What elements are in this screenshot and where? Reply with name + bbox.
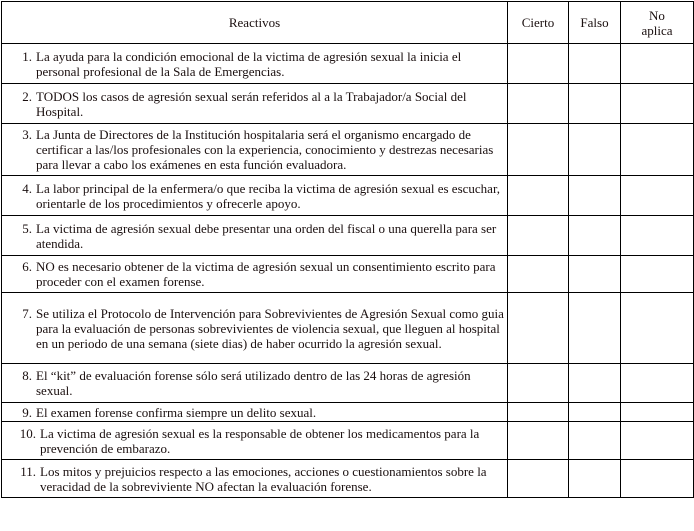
cierto-answer-cell[interactable]	[508, 216, 569, 256]
header-no-aplica-line1: No	[649, 7, 665, 23]
falso-answer-cell[interactable]	[569, 216, 621, 256]
reactivo-number: 3.	[22, 127, 32, 142]
reactivo-number: 9.	[22, 404, 32, 420]
no-aplica-answer-cell[interactable]	[621, 216, 694, 256]
cierto-answer-cell[interactable]	[508, 124, 569, 176]
table-row	[2, 364, 694, 403]
reactivo-number: 11.	[20, 463, 36, 479]
reactivo-text: Los mitos y prejuicios respecto a las emociones, acciones o cuestionamientos sobre la veracidad de la sobreviviente NO afectan la evaluación forense.	[40, 463, 487, 494]
cierto-answer-cell[interactable]	[508, 293, 569, 364]
header-reactivos: Reactivos	[2, 2, 508, 44]
reactivo-cell	[2, 403, 508, 422]
falso-answer-cell[interactable]	[569, 364, 621, 403]
no-aplica-answer-cell[interactable]	[621, 84, 694, 124]
reactivo-cell	[2, 422, 508, 460]
no-aplica-answer-cell[interactable]	[621, 256, 694, 293]
reactivo-number: 10.	[19, 425, 36, 441]
falso-answer-cell[interactable]	[569, 44, 621, 84]
falso-answer-cell[interactable]	[569, 460, 621, 498]
reactivo-text: La victima de agresión sexual debe presentar una orden del fiscal o una querella para ser atendida.	[36, 220, 497, 251]
cierto-answer-cell[interactable]	[508, 364, 569, 403]
falso-answer-cell[interactable]	[569, 256, 621, 293]
reactivo-cell	[2, 256, 508, 293]
reactivo-cell	[2, 460, 508, 498]
table-row	[2, 422, 694, 460]
reactivo-text: La labor principal de la enfermera/o que reciba la victima de agresión sexual es escuchar, orientarle de los procedimientos y ofrecerle apoyo.	[36, 180, 501, 211]
table-row	[2, 216, 694, 256]
reactivo-number: 1.	[22, 48, 32, 64]
falso-answer-cell[interactable]	[569, 84, 621, 124]
reactivo-text: Se utiliza el Protocolo de Intervención para Sobrevivientes de Agresión Sexual como guia para la evaluación de personas sobrevivientes de violencia sexual, que lleguen al hospital en un periodo de una semana (siete dias) de haber ocurrido la agresión sexual.	[36, 305, 504, 351]
cierto-answer-cell[interactable]	[508, 44, 569, 84]
falso-answer-cell[interactable]	[569, 293, 621, 364]
falso-answer-cell[interactable]	[569, 403, 621, 422]
reactivo-cell	[2, 84, 508, 124]
falso-answer-cell[interactable]	[569, 176, 621, 216]
reactivo-cell	[2, 44, 508, 84]
reactivo-text: El “kit” de evaluación forense sólo será utilizado dentro de las 24 horas de agresión sexual.	[36, 368, 471, 398]
table-row	[2, 460, 694, 498]
table-row	[2, 44, 694, 84]
falso-answer-cell[interactable]	[569, 124, 621, 176]
cierto-answer-cell[interactable]	[508, 460, 569, 498]
table-row	[2, 176, 694, 216]
cierto-answer-cell[interactable]	[508, 422, 569, 460]
reactivo-cell	[2, 293, 508, 364]
reactivo-cell	[2, 176, 508, 216]
reactivo-text: TODOS los casos de agresión sexual serán referidos al a la Trabajador/a Social del Hospital.	[36, 88, 467, 119]
reactivo-text: El examen forense confirma siempre un delito sexual.	[36, 404, 317, 420]
table-row	[2, 84, 694, 124]
reactivo-cell	[2, 124, 508, 176]
reactivo-number: 8.	[22, 368, 32, 383]
cierto-answer-cell[interactable]	[508, 176, 569, 216]
header-cierto: Cierto	[508, 2, 569, 44]
reactivo-number: 2.	[22, 88, 32, 104]
no-aplica-answer-cell[interactable]	[621, 422, 694, 460]
reactivo-text: La victima de agresión sexual es la responsable de obtener los medicamentos para la prevención de embarazo.	[40, 425, 480, 456]
no-aplica-answer-cell[interactable]	[621, 176, 694, 216]
no-aplica-answer-cell[interactable]	[621, 44, 694, 84]
header-no-aplica-line2: aplica	[641, 22, 673, 38]
no-aplica-answer-cell[interactable]	[621, 364, 694, 403]
reactivo-number: 7.	[22, 305, 32, 321]
no-aplica-answer-cell[interactable]	[621, 403, 694, 422]
reactivo-number: 4.	[22, 180, 32, 196]
no-aplica-answer-cell[interactable]	[621, 460, 694, 498]
table-row	[2, 256, 694, 293]
reactivo-number: 5.	[22, 220, 32, 236]
reactivo-text: NO es necesario obtener de la victima de agresión sexual un consentimiento escrito para proceder con el examen forense.	[36, 259, 496, 289]
table-row	[2, 403, 694, 422]
reactivo-cell	[2, 216, 508, 256]
falso-answer-cell[interactable]	[569, 422, 621, 460]
reactivo-text: La ayuda para la condición emocional de la victima de agresión sexual la inicia el personal profesional de la Sala de Emergencias.	[36, 48, 462, 79]
table-header-row	[2, 2, 694, 44]
table-row	[2, 293, 694, 364]
reactivo-cell	[2, 364, 508, 403]
header-falso: Falso	[569, 2, 621, 44]
table-row	[2, 124, 694, 176]
no-aplica-answer-cell[interactable]	[621, 124, 694, 176]
header-no-aplica	[621, 2, 694, 44]
cierto-answer-cell[interactable]	[508, 403, 569, 422]
cierto-answer-cell[interactable]	[508, 256, 569, 293]
reactivos-table	[1, 1, 694, 498]
no-aplica-answer-cell[interactable]	[621, 293, 694, 364]
reactivo-number: 6.	[22, 259, 32, 274]
cierto-answer-cell[interactable]	[508, 84, 569, 124]
reactivo-text: La Junta de Directores de la Institución hospitalaria será el organismo encargado de certificar a las/los profesionales con la experiencia, conocimiento y destrezas necesarias para llevar a cabo los exámenes en esta función evaluadora.	[36, 127, 494, 172]
